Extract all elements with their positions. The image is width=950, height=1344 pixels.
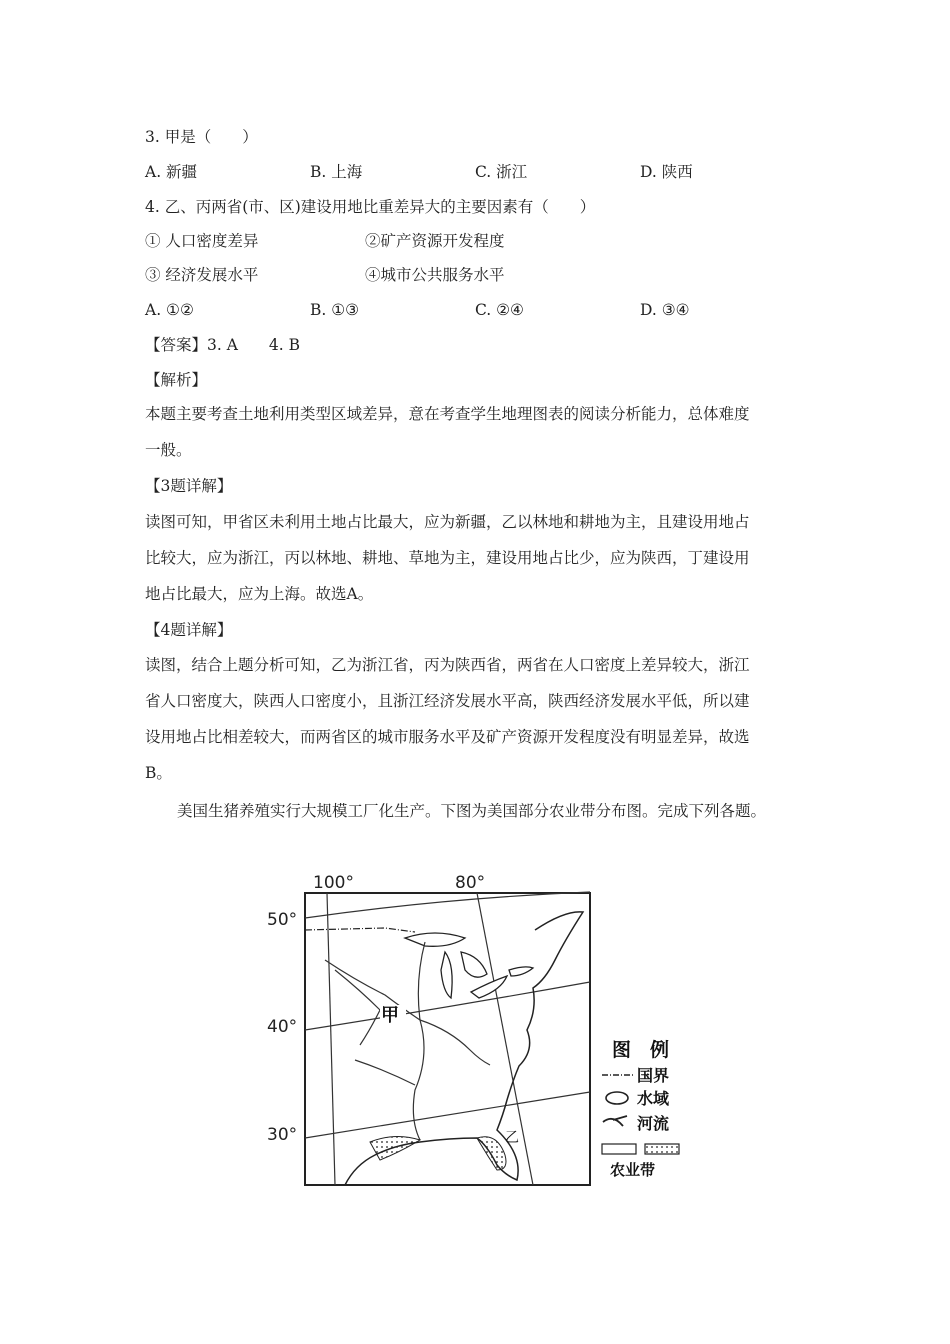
q3-detail-line: 地占比最大，应为上海。故选A。 <box>145 585 374 603</box>
national-border <box>305 928 415 932</box>
q4-factor-4: ④城市公共服务水平 <box>365 266 505 284</box>
q3-detail-heading: 【3题详解】 <box>145 477 233 495</box>
q3-stem: 3. 甲是（ ） <box>145 128 258 146</box>
region-yi-label: 乙 <box>505 1130 519 1146</box>
lon-label-100: 100° <box>313 873 354 893</box>
q3-option-a: A. 新疆 <box>145 163 198 181</box>
q4-option-a: A. ①② <box>145 301 194 319</box>
legend-agri-belt-label: 农业带 <box>610 1161 656 1179</box>
lat-label-40: 40° <box>267 1017 298 1037</box>
legend-item-river: 河流 <box>637 1114 670 1133</box>
water-legend-icon <box>606 1092 628 1104</box>
lon-label-80: 80° <box>455 873 486 893</box>
lat-label-50: 50° <box>267 910 298 930</box>
agri-belt-dotted <box>477 1137 506 1170</box>
q4-detail-line: 省人口密度大，陕西人口密度小，且浙江经济发展水平高，陕西经济发展水平低，所以建 <box>145 692 750 710</box>
legend-item-water: 水域 <box>637 1089 670 1108</box>
agri-belt-dotted <box>370 1136 420 1160</box>
analysis-heading: 【解析】 <box>145 371 208 389</box>
us-agriculture-belt-map <box>265 870 695 1200</box>
q3-option-c: C. 浙江 <box>475 163 528 181</box>
river-legend-icon <box>603 1116 627 1126</box>
q4-factor-2: ②矿产资源开发程度 <box>365 232 505 250</box>
lat-label-30: 30° <box>267 1125 298 1145</box>
question-intro: 美国生猪养殖实行大规模工厂化生产。下图为美国部分农业带分布图。完成下列各题。 <box>177 802 767 820</box>
q4-option-c: C. ②④ <box>475 301 524 319</box>
q4-option-b: B. ①③ <box>310 301 360 319</box>
agri-belt-dotted-icon <box>645 1144 679 1154</box>
q3-option-b: B. 上海 <box>310 163 363 181</box>
q4-option-d: D. ③④ <box>640 301 690 319</box>
q4-detail-line: 读图，结合上题分析可知，乙为浙江省，丙为陕西省，两省在人口密度上差异较大，浙江 <box>145 656 750 674</box>
rivers <box>325 942 490 1140</box>
q4-factor-3: ③ 经济发展水平 <box>145 266 259 284</box>
q4-factor-1: ① 人口密度差异 <box>145 232 259 250</box>
q4-detail-line: B。 <box>145 764 172 782</box>
answer-line: 【答案】3. A 4. B <box>145 336 301 354</box>
analysis-line: 本题主要考查土地利用类型区域差异，意在考查学生地理图表的阅读分析能力，总体难度 <box>145 405 750 423</box>
q3-detail-line: 比较大，应为浙江，丙以林地、耕地、草地为主，建设用地占比少，应为陕西，丁建设用 <box>145 549 750 567</box>
q3-option-d: D. 陕西 <box>640 163 693 181</box>
q3-detail-line: 读图可知，甲省区未利用土地占比最大，应为新疆，乙以林地和耕地为主，且建设用地占 <box>145 513 750 531</box>
q4-detail-line: 设用地占比相差较大，而两省区的城市服务水平及矿产资源开发程度没有明显差异，故选 <box>145 728 750 746</box>
agri-belt-blank-icon <box>602 1144 636 1154</box>
map-legend <box>602 1038 679 1179</box>
q4-detail-heading: 【4题详解】 <box>145 621 233 639</box>
analysis-line: 一般。 <box>145 441 192 459</box>
q4-stem: 4. 乙、丙两省(市、区)建设用地比重差异大的主要因素有（ ） <box>145 198 596 216</box>
legend-title: 图 例 <box>612 1039 670 1061</box>
region-jia-label: 甲 <box>381 1005 399 1026</box>
legend-item-border: 国界 <box>637 1066 670 1085</box>
